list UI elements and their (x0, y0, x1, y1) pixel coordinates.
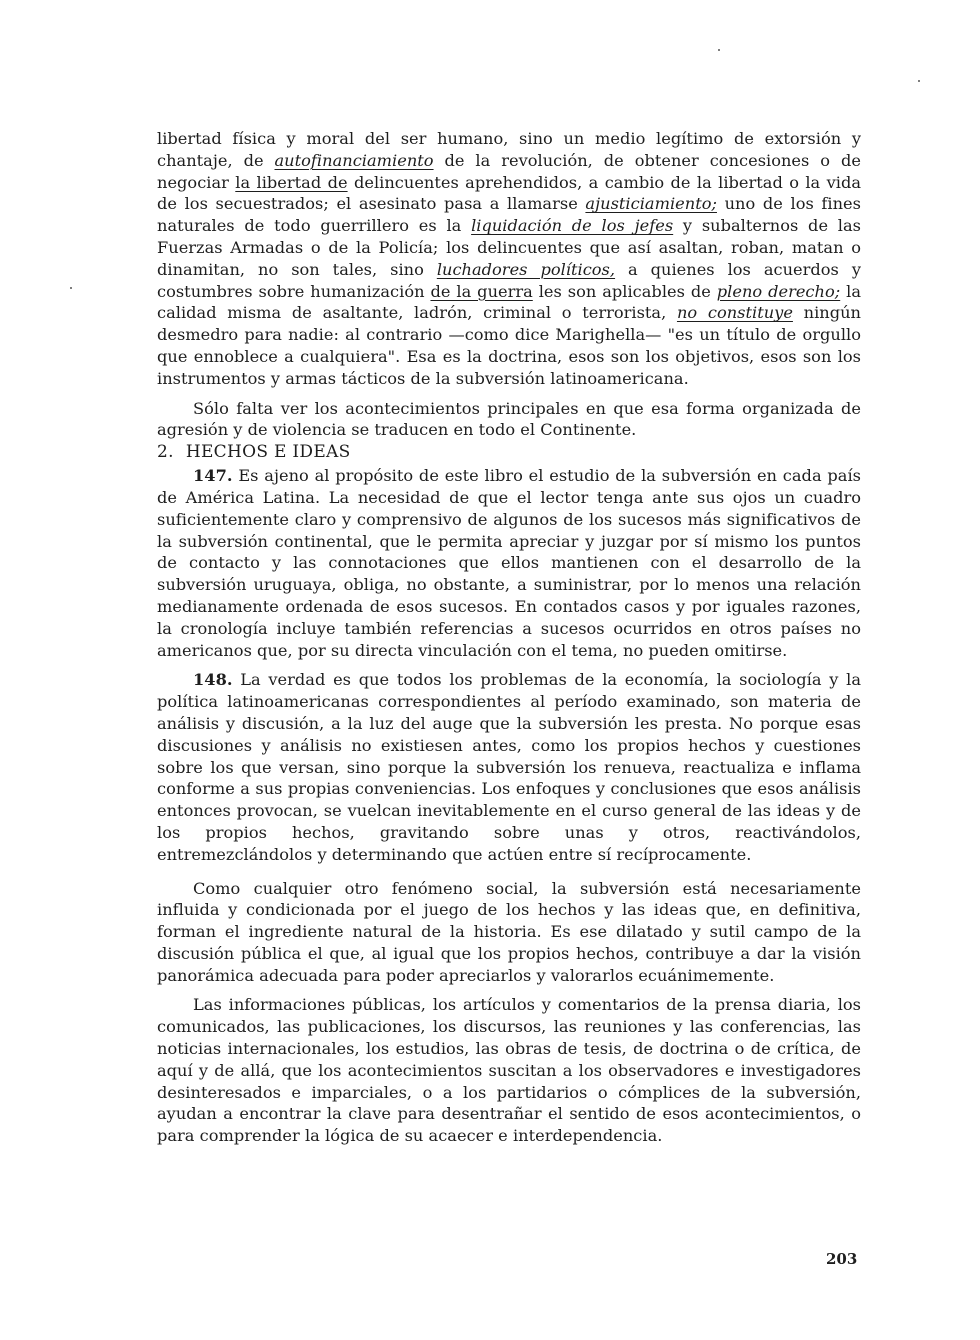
underlined-phrase: la libertad de (235, 172, 348, 192)
scan-speck (70, 287, 72, 289)
text-run: a quienes los acuerdos y costumbres sobre humanización (157, 259, 861, 301)
text-run: y subalternos de las Fuerzas Armadas o de la Policía; los delincuentes que así asaltan, roban, matan o dinamitan, no son tales, sino (157, 216, 861, 279)
paragraph-text: La verdad es que todos los problemas de la economía, la sociología y la política latinoamericanas correspondientes al período examinado, son materia de análisis y discusión, a la luz del auge que la subversión les presta. No porque esas discusiones y análisis no existiesen antes, como los propios hechos y cuestiones sobre los que versan, sino porque la subversión los renueva, reactualiza e inflama conforme a sus propias conveniencias. Los enfoques y conclusiones que esos análisis entonces provocan, se vuelcan inevitablemente en el curso general de las ideas y de los propios hechos, gravitando sobre unas y otros, reactivándolos, entremezclándolos y determinando que actúen entre sí recíprocamente. (157, 670, 861, 864)
underlined-phrase: liquidación de los jefes (471, 216, 674, 236)
underlined-phrase: autofinanciamiento (274, 150, 434, 170)
underlined-phrase: pleno derecho; (716, 281, 841, 301)
text-run: libertad física y moral del ser humano, sino un medio legítimo de extorsión y chantaje, de (157, 129, 861, 170)
page-number: 203 (826, 1250, 858, 1268)
body-text (157, 128, 861, 1147)
paragraph-text: Es ajeno al propósito de este libro el estudio de la subversión en cada país de América Latina. La necesidad de que el lector tenga ante sus ojos un cuadro suficientemente claro y comprensivo de algunos de los sucesos más significativos de la subversión continental, que le permita apreciar y juzgar por sí mismo los puntos de contacto y las connotaciones que ellos mantienen con el desarrollo de la subversión uruguaya, obliga, no obstante, a suministrar, por lo menos una relación medianamente ordenada de esos sucesos. En contados casos y por iguales razones, la cronología incluye también referencias a sucesos ocurridos en otros países no americanos que, por su directa vinculación con el tema, no pueden omitirse. (157, 466, 861, 660)
paragraph-148 (157, 669, 861, 865)
paragraph-147 (157, 465, 861, 661)
paragraph-informaciones: Las informaciones públicas, los artículos y comentarios de la prensa diaria, los comunicados, las publicaciones, los discursos, las reuniones y las conferencias, las noticias internacionales, los estudios, las obras de tesis, de doctrina o de crítica, de aquí y de allá, que los acontecimientos suscitan a los observadores e investigadores desinteresados e imparciales, o a los partidarios o cómplices de la subversión, ayudan a encontrar la clave para desentrañar el sentido de esos acontecimientos, o para comprender la lógica de su acaecer e interdependencia. (157, 995, 861, 1146)
text-run: de la revolución, de obtener concesiones o de negociar (157, 150, 861, 192)
scan-speck (718, 49, 720, 51)
section-heading (157, 441, 861, 463)
paragraph-intro: Sólo falta ver los acontecimientos principales en que esa forma organizada de agresión y de violencia se traducen en todo el Continente. (157, 398, 861, 440)
text-run: la calidad misma de asaltante, ladrón, criminal o terrorista, (157, 281, 862, 323)
text-run: ningún desmedro para nadie: al contrario —como dice Marighella— "es un título de orgullo que ennoblece a cualquiera". Esa es la doctrina, esos son los objetivos, esos son los instrumentos y armas tácticos de la subversión latinoamericana. (157, 303, 861, 388)
section-number: 2. (157, 442, 174, 463)
text-run: uno de los fines naturales de todo guerrillero es la (157, 194, 861, 236)
text-run: les son aplicables de (532, 281, 717, 301)
underlined-phrase: no constituye (676, 303, 793, 323)
paragraph-number: 148. (193, 670, 233, 690)
section-title: HECHOS E IDEAS (185, 442, 351, 463)
underlined-phrase: luchadores políticos, (436, 259, 616, 279)
paragraph-continuation (157, 128, 861, 390)
paragraph-fenomeno: Como cualquier otro fenómeno social, la subversión está necesariamente influida y condicionada por el juego de los hechos y las ideas que, en definitiva, forman el ingrediente natural de la historia. Es ese dilatado y sutil campo de la discusión pública el que, al igual que los propios hechos, contribuye a dar la visión panorámica adecuada para poder apreciarlos y valorarlos ecuánimemente. (157, 878, 861, 985)
text-run: delincuentes aprehendidos, a cambio de la libertad o la vida de los secuestrados; el asesinato pasa a llamarse (157, 172, 861, 214)
underlined-phrase: ajusticiamiento; (585, 194, 717, 214)
scan-speck (918, 80, 920, 82)
underlined-phrase: de la guerra (430, 281, 533, 301)
paragraph-number: 147. (193, 466, 233, 486)
